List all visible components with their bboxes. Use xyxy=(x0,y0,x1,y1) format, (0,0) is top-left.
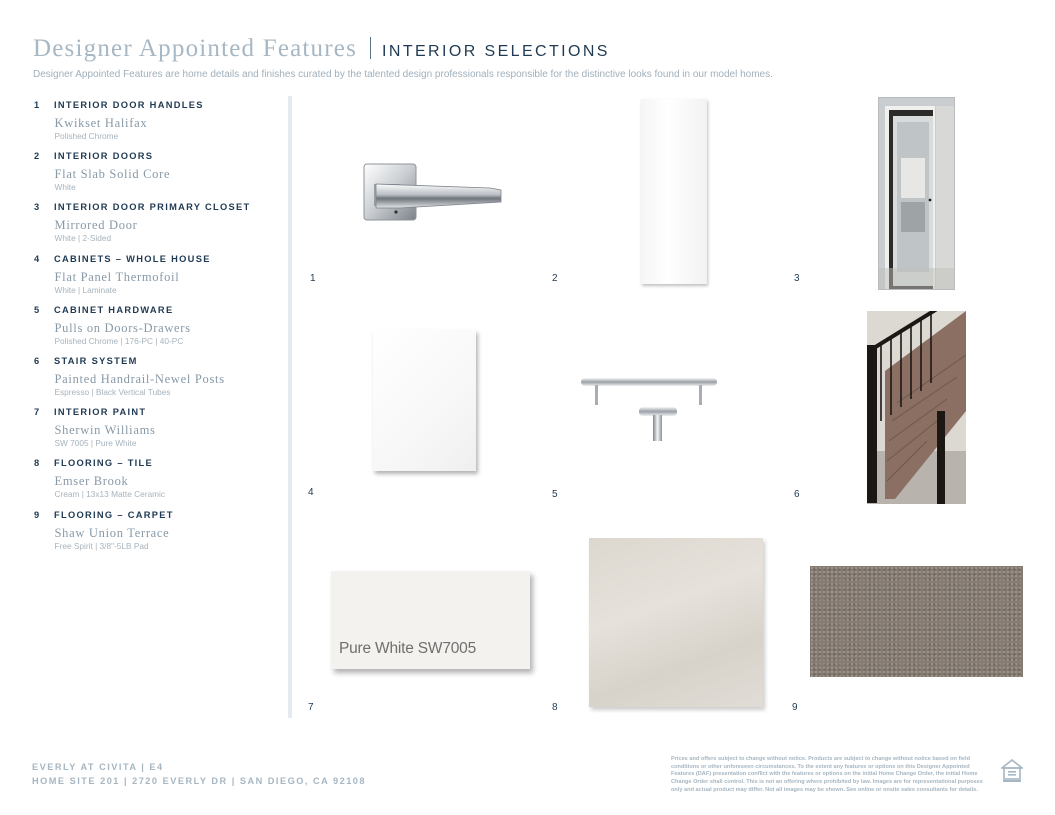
item-category: INTERIOR DOOR HANDLES xyxy=(54,100,204,110)
item-name: Shaw Union Terrace xyxy=(54,525,170,540)
item-spec: White | Laminate xyxy=(54,284,117,295)
selection-item xyxy=(34,151,284,202)
gallery-label: 1 xyxy=(310,273,316,284)
item-spec: White xyxy=(54,182,76,193)
carpet-swatch xyxy=(810,566,1023,677)
item-number: 1 xyxy=(34,100,41,110)
cabinet-image xyxy=(373,330,476,471)
selection-item xyxy=(34,356,284,407)
item-name: Flat Panel Thermofoil xyxy=(54,269,180,284)
item-number: 7 xyxy=(34,407,41,418)
gallery-label: 3 xyxy=(794,273,800,284)
item-number: 6 xyxy=(34,355,41,366)
community-info xyxy=(32,760,366,788)
title-row xyxy=(33,34,1023,63)
gallery-label: 4 xyxy=(308,487,314,498)
selection-item xyxy=(34,254,284,305)
item-category: CABINETS – WHOLE HOUSE xyxy=(54,253,211,264)
item-name: Mirrored Door xyxy=(54,218,138,233)
equal-housing-opportunity-icon xyxy=(1001,759,1023,783)
selection-item xyxy=(34,305,284,356)
selection-item xyxy=(34,407,284,458)
door-handle-image xyxy=(360,158,505,228)
gallery-label: 6 xyxy=(794,489,800,500)
community-name: EVERLY AT CIVITA | E4 xyxy=(32,762,164,772)
item-spec: Free Spirit | 3/8"-5LB Pad xyxy=(54,540,149,551)
item-category: INTERIOR DOORS xyxy=(54,151,154,162)
item-number: 4 xyxy=(34,253,41,264)
item-name: Flat Slab Solid Core xyxy=(54,167,171,182)
cabinet-hardware-image xyxy=(578,374,720,446)
tile-swatch xyxy=(589,538,763,707)
gallery-label: 2 xyxy=(552,273,558,284)
selection-item xyxy=(34,458,284,509)
item-name: Sherwin Williams xyxy=(54,423,156,438)
item-category: STAIR SYSTEM xyxy=(54,355,138,366)
home-site-address: HOME SITE 201 | 2720 EVERLY DR | SAN DIEGO, CA 92108 xyxy=(32,776,367,786)
page-header xyxy=(33,34,1023,80)
item-name: Painted Handrail-Newel Posts xyxy=(54,371,225,386)
selection-list xyxy=(34,100,284,561)
gallery-label: 9 xyxy=(792,702,798,713)
page-subtitle: Designer Appointed Features are home details and finishes curated by the talented design professionals responsible for the distinctive looks found in our model homes. xyxy=(33,69,773,80)
selection-item xyxy=(34,100,284,151)
page-title: Designer Appointed Features xyxy=(33,35,358,62)
item-number: 3 xyxy=(34,202,41,213)
item-spec: White | 2-Sided xyxy=(54,233,112,244)
item-number: 2 xyxy=(34,151,41,162)
item-number: 9 xyxy=(34,509,41,520)
item-spec: Polished Chrome xyxy=(54,131,119,141)
gallery-label: 8 xyxy=(552,702,558,713)
legal-disclaimer: Prices and offers subject to change without notice. Products are subject to change without notice based on field conditions or other unforeseen circumstances. To the extent any features or options on this Designer Appointed Features (DAF) presentation conflict with the features or options on the initial Home Change Order, the initial Home Change Order shall control. This is not an offering where prohibited by law. Images are for representational purposes only and actual product may differ. Not all images may be shown. See online or onsite sales consultants for details. xyxy=(671,756,983,793)
item-number: 8 xyxy=(34,458,41,469)
selection-item xyxy=(34,202,284,253)
item-spec: Polished Chrome | 176-PC | 40-PC xyxy=(54,335,184,346)
item-name: Pulls on Doors-Drawers xyxy=(54,320,191,335)
item-spec: Cream | 13x13 Matte Ceramic xyxy=(54,489,166,500)
gallery-label: 5 xyxy=(552,489,558,500)
selection-item xyxy=(34,510,284,561)
stair-system-photo xyxy=(867,311,966,504)
item-category: INTERIOR DOOR PRIMARY CLOSET xyxy=(54,202,251,213)
item-category: FLOORING – CARPET xyxy=(54,509,174,520)
paint-swatch-text: Pure White SW7005 xyxy=(339,640,477,657)
interior-door-image xyxy=(641,99,707,284)
item-category: INTERIOR PAINT xyxy=(54,407,147,418)
gallery-label: 7 xyxy=(308,702,314,713)
item-category: FLOORING – TILE xyxy=(54,458,154,469)
title-divider xyxy=(370,37,371,59)
item-name: Kwikset Halifax xyxy=(54,116,148,130)
item-category: CABINET HARDWARE xyxy=(54,304,174,315)
section-title: INTERIOR SELECTIONS xyxy=(382,43,610,60)
paint-swatch-card xyxy=(331,571,530,669)
item-name: Emser Brook xyxy=(54,474,129,489)
item-spec: SW 7005 | Pure White xyxy=(54,438,137,449)
item-number: 5 xyxy=(34,304,41,315)
mirrored-door-photo xyxy=(878,97,955,290)
vertical-divider xyxy=(288,96,292,718)
item-spec: Espresso | Black Vertical Tubes xyxy=(54,386,171,397)
